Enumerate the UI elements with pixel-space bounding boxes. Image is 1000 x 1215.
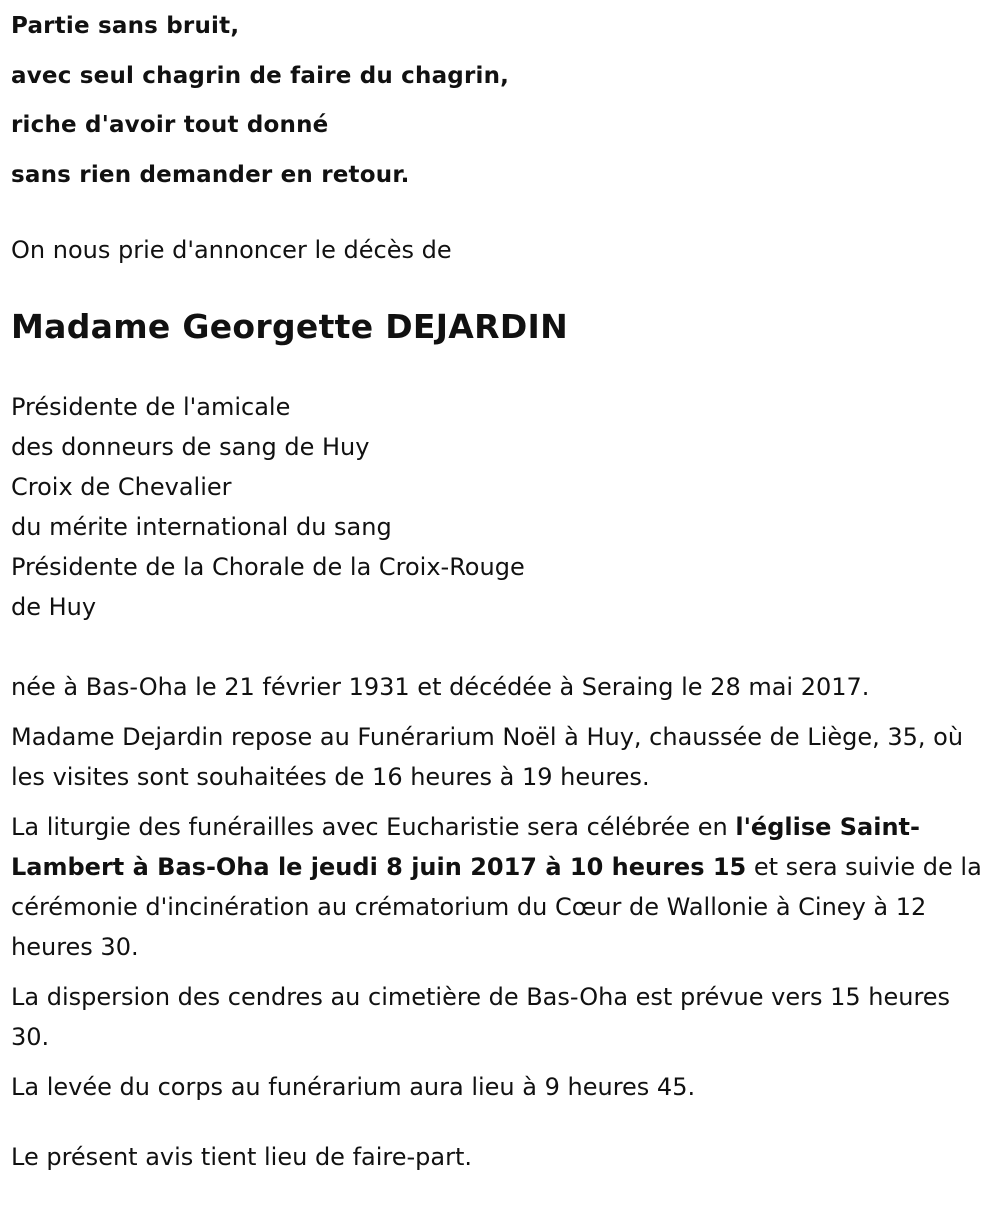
poem-line: avec seul chagrin de faire du chagrin, [11, 62, 510, 89]
liturgy-text-after: et sera suivie de la cérémonie d'incinération au crématorium du Cœur de Wallonie à Ciney à 12 heures 30. [11, 853, 982, 961]
obituary-notice [11, 0, 986, 1177]
poem-line: Partie sans bruit, [11, 13, 240, 39]
title-line: Croix de Chevalier [11, 473, 232, 501]
liturgy-church-date: l'église Saint-Lambert à Bas-Oha le jeudi 8 juin 2017 à 10 heures 15 [11, 813, 920, 881]
closing-line: Le présent avis tient lieu de faire-part. [11, 1143, 473, 1171]
levee-paragraph: La levée du corps au funérarium aura lieu à 9 heures 45. [11, 1073, 696, 1101]
announcement-intro: On nous prie d'annoncer le décès de [11, 236, 452, 264]
poem [11, 0, 986, 200]
visitation-paragraph: Madame Dejardin repose au Funérarium Noël à Huy, chaussée de Liège, 35, où les visites sont souhaitées de 16 heures à 19 heures. [11, 723, 964, 791]
title-line: de Huy [11, 593, 97, 621]
liturgy-text-before: La liturgie des funérailles avec Eucharistie sera célébrée en [11, 813, 736, 841]
title-line: du mérite international du sang [11, 513, 392, 541]
poem-line: sans rien demander en retour. [11, 161, 410, 188]
poem-line: riche d'avoir tout donné [11, 112, 329, 138]
title-line: Présidente de la Chorale de la Croix-Rouge [11, 553, 525, 581]
title-line: des donneurs de sang de Huy [11, 433, 370, 461]
titles-list [11, 387, 986, 627]
deceased-name: Madame Georgette DEJARDIN [11, 307, 569, 346]
liturgy-paragraph [11, 807, 986, 967]
dispersion-paragraph: La dispersion des cendres au cimetière de Bas-Oha est prévue vers 15 heures 30. [11, 983, 951, 1051]
notice-body [11, 667, 986, 1107]
birth-death-paragraph: née à Bas-Oha le 21 février 1931 et décédée à Seraing le 28 mai 2017. [11, 673, 870, 701]
title-line: Présidente de l'amicale [11, 393, 291, 421]
